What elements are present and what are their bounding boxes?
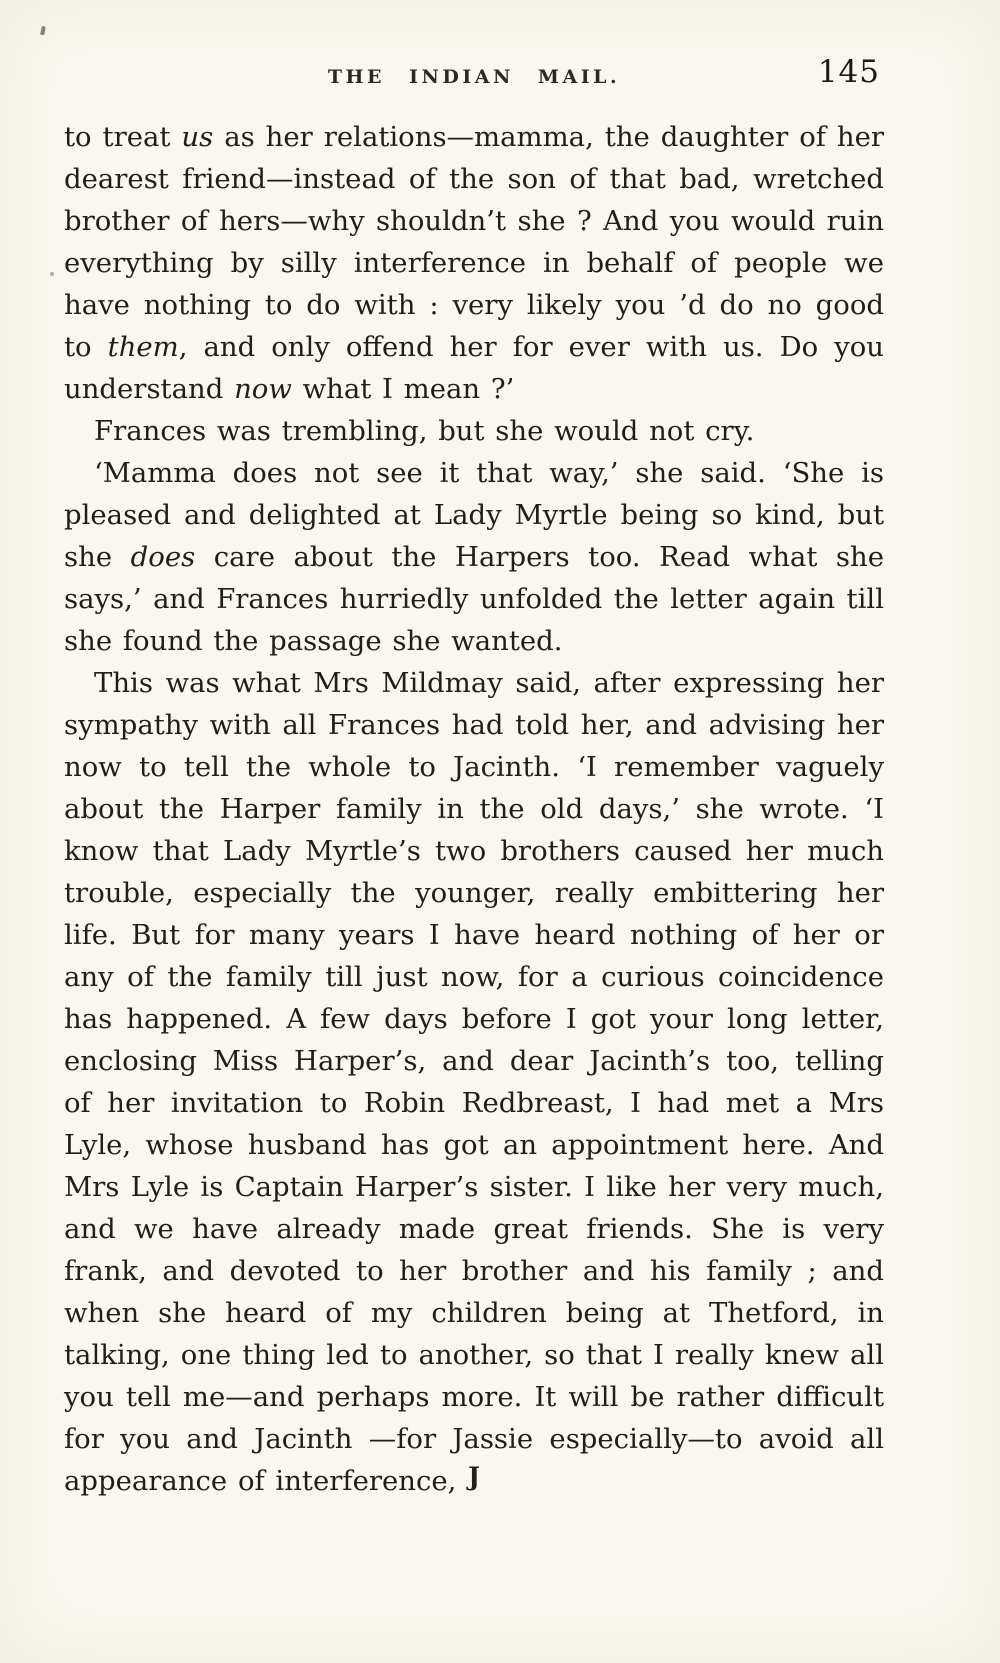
scan-speck-icon (50, 272, 54, 276)
running-title: THE INDIAN MAIL. (327, 66, 621, 88)
signature-mark: J (468, 1462, 480, 1491)
paragraph: to treat us as her relations—mamma, the daughter of her dearest friend—instead of the son of that bad, wretched brother of hers—why shouldn’t she ? And you would ruin everything by silly interference in behalf of people we have nothing to do with : very likely you ’d do no good to them, and only offend her for ever with us. Do you understand now what I mean ?’ (64, 121, 884, 405)
page-header (64, 54, 884, 98)
paragraph: This was what Mrs Mildmay said, after expressing her sympathy with all Frances had told her, and advising her now to tell the whole to Jacinth. ‘I remember vaguely about the Harper family in the old days,’ she wrote. ‘I know that Lady Myrtle’s two brothers caused her much trouble, especially the younger, really embittering her life. But for many years I have heard nothing of her or any of the family till just now, for a curious coincidence has happened. A few days before I got your long letter, enclosing Miss Harper’s, and dear Jacinth’s too, telling of her invitation to Robin Redbreast, I had met a Mrs Lyle, whose husband has got an appointment here. And Mrs Lyle is Captain Harper’s sister. I like her very much, and we have already made great friends. She is very frank, and devoted to her brother and his family ; and when she heard of my children being at Thetford, in talking, one thing led to another, so that I really knew all you tell me—and perhaps more. It will be rather difficult for you and Jacinth —for Jassie especially—to avoid all appearance of interference, (64, 667, 884, 1497)
page-number: 145 (817, 54, 880, 90)
page-text (64, 116, 884, 1502)
scan-speck-icon (40, 26, 46, 36)
paragraph: ‘Mamma does not see it that way,’ she said. ‘She is pleased and delighted at Lady Myrtle being so kind, but she does care about the Harpers too. Read what she says,’ and Frances hurriedly unfolded the letter again till she found the passage she wanted. (64, 457, 885, 657)
paragraph: Frances was trembling, but she would not cry. (94, 415, 755, 447)
page-footer (64, 1462, 884, 1491)
